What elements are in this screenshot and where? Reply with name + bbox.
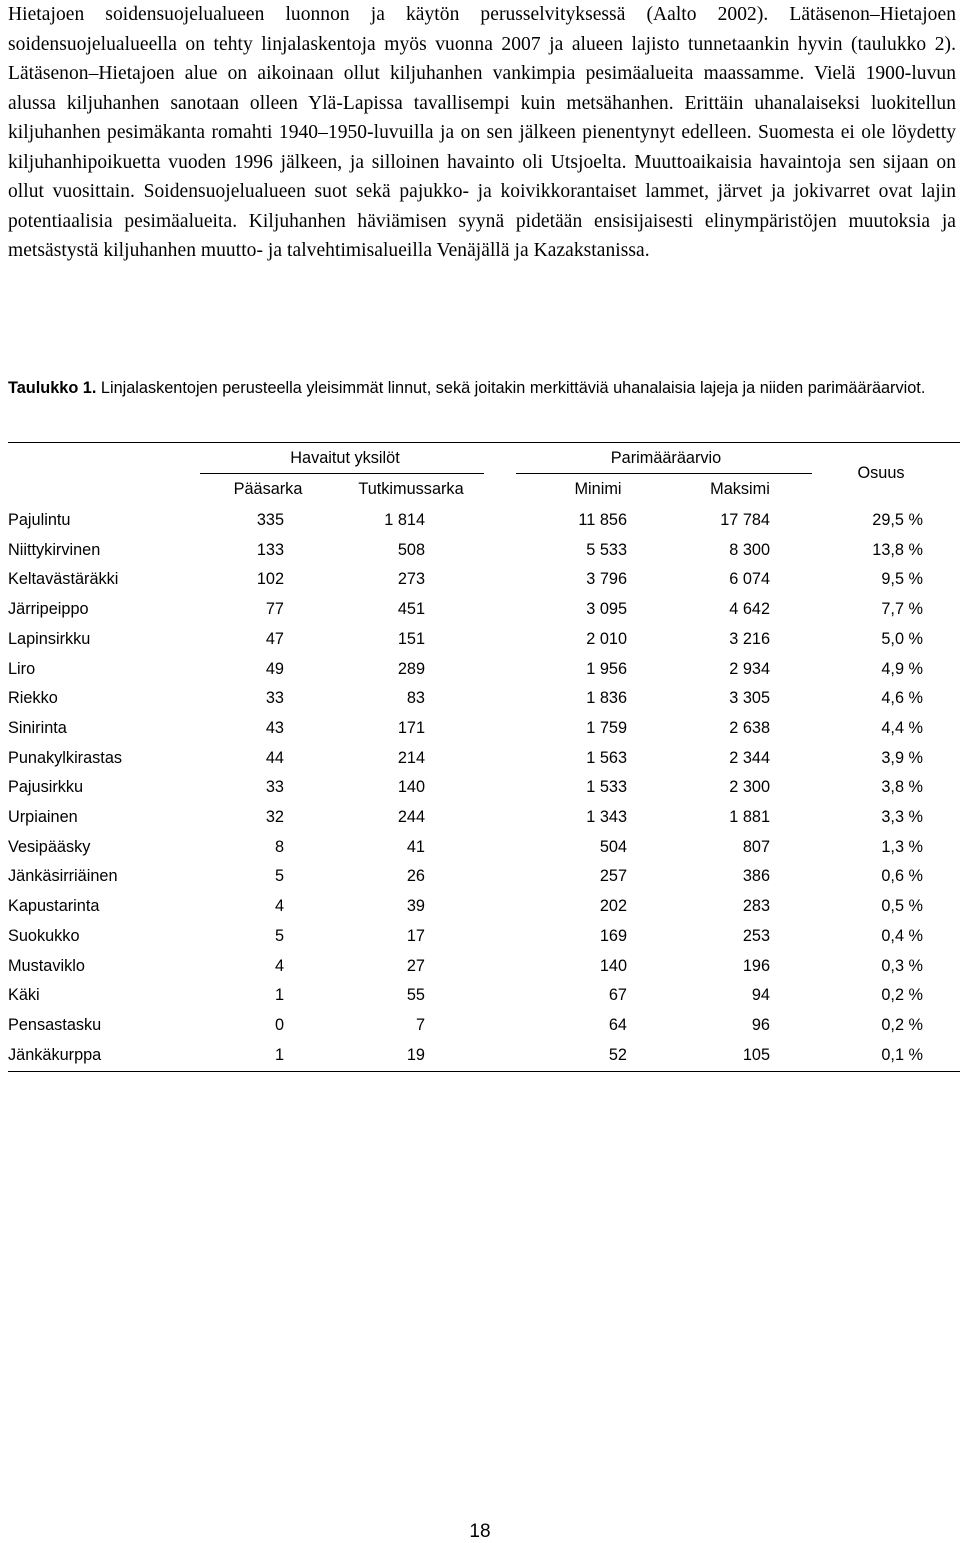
cell-main: 33: [265, 689, 284, 708]
cell-share: 29,5 %: [872, 511, 923, 529]
document-page: [8, 0, 956, 1064]
table-top-rule: [8, 442, 960, 443]
cell-research: 27: [406, 956, 425, 975]
cell-share: 3,9 %: [881, 748, 923, 767]
cell-share: 4,6 %: [881, 689, 923, 708]
cell-research: 140: [397, 778, 425, 797]
cell-share: 0,4 %: [881, 926, 923, 945]
table-caption-text: Linjalaskentojen perusteella yleisimmät linnut, sekä joitakin merkittäviä uhanalaisia lajeja ja niiden parimääräarviot.: [96, 379, 926, 397]
cell-min: 140: [599, 956, 627, 975]
cell-main: 102: [256, 570, 284, 589]
cell-min: 1 343: [586, 808, 627, 826]
cell-main: 1: [274, 986, 284, 1005]
cell-max: 196: [742, 956, 770, 975]
cell-species: Punakylkirastas: [8, 748, 123, 767]
page-number: 18: [469, 1521, 491, 1542]
cell-species: Suokukko: [8, 926, 80, 945]
cell-share: 9,5 %: [881, 570, 923, 589]
cell-species: Sinirinta: [8, 718, 67, 737]
table-bottom-rule: [8, 1071, 960, 1072]
cell-max: 6 074: [729, 570, 770, 589]
cell-max: 807: [742, 837, 770, 856]
cell-species: Käki: [8, 986, 40, 1005]
cell-species: Niittykirvinen: [8, 540, 101, 559]
cell-min: 11 856: [578, 511, 627, 529]
cell-share: 3,8 %: [881, 778, 923, 797]
body-paragraph: Hietajoen soidensuojelualueen luonnon ja käytön perusselvityksessä (Aalto 2002). Lätäsenon–Hietajoen soidensuojelualueella on tehty linjalaskentoja myös vuonna 2007 ja alueen lajisto tunnetaankin hyvin (taulukko 2). Lätäsenon–Hietajoen alue on aikoinaan ollut kiljuhanhen vankimpia pesimäalueita maassamme. Vielä 1900-luvun alussa kiljuhanhen sanotaan olleen Ylä-Lapissa tavallisempi kuin metsähanhen. Erittäin uhanalaiseksi luokitellun kiljuhanhen pesimäkanta romahti 1940–1950-luvuilla ja on sen jälkeen pienentynyt edelleen. Suomesta ei ole löydetty kiljuhanhipoikuetta vuoden 1996 jälkeen, ja silloinen havainto oli Utsjoelta. Muuttoaikaisia havaintoja sen sijaan on ollut vuosittain. Soidensuojelualueen suot sekä pajukko- ja koivikkorantaiset lammet, järvet ja jokivarret ovat lajin potentiaalisia pesimäalueita. Kiljuhanhen häviämisen syynä pidetään ensisijaisesti elinympäristöjen muutoksia ja metsästystä kiljuhanhen muutto- ja talvehtimisalueilla Venäjällä ja Kazakstanissa.: [8, 4, 956, 261]
cell-share: 0,2 %: [881, 986, 923, 1005]
cell-species: Vesipääsky: [8, 837, 91, 856]
cell-max: 386: [742, 867, 770, 886]
cell-research: 289: [397, 659, 425, 678]
header-min: Minimi: [574, 480, 622, 498]
cell-species: Jänkäkurppa: [8, 1045, 102, 1064]
cell-share: 3,3 %: [881, 808, 923, 826]
cell-max: 3 216: [729, 629, 770, 648]
cell-research: 39: [406, 897, 425, 916]
cell-min: 169: [599, 926, 627, 945]
cell-share: 0,6 %: [881, 867, 923, 886]
cell-research: 17: [406, 926, 425, 945]
cell-share: 5,0 %: [881, 629, 923, 648]
cell-main: 335: [256, 511, 284, 529]
cell-species: Järripeippo: [8, 600, 89, 619]
cell-min: 202: [599, 897, 627, 916]
cell-share: 1,3 %: [881, 837, 923, 856]
cell-species: Liro: [8, 659, 36, 678]
cell-research: 451: [397, 600, 425, 619]
cell-main: 0: [274, 1015, 284, 1034]
header-max: Maksimi: [710, 480, 770, 498]
cell-min: 52: [608, 1045, 627, 1064]
cell-main: 133: [256, 540, 284, 559]
cell-research: 1 814: [384, 511, 425, 529]
cell-research: 244: [397, 808, 425, 826]
cell-max: 253: [742, 926, 770, 945]
cell-research: 41: [406, 837, 425, 856]
cell-research: 151: [397, 629, 425, 648]
cell-share: 0,1 %: [881, 1045, 923, 1064]
cell-research: 273: [397, 570, 425, 589]
cell-max: 3 305: [729, 689, 770, 708]
cell-max: 105: [742, 1045, 770, 1064]
cell-max: 2 638: [729, 718, 770, 737]
cell-main: 32: [265, 808, 284, 826]
cell-min: 1 759: [586, 718, 627, 737]
cell-share: 0,3 %: [881, 956, 923, 975]
cell-main: 33: [265, 778, 284, 797]
header-main: Pääsarka: [233, 480, 303, 498]
cell-share: 4,9 %: [881, 659, 923, 678]
cell-share: 7,7 %: [881, 600, 923, 619]
header-research: Tutkimussarka: [358, 480, 464, 498]
cell-min: 1 956: [586, 659, 627, 678]
cell-research: 83: [406, 689, 425, 708]
cell-share: 13,8 %: [872, 540, 923, 559]
cell-max: 96: [751, 1015, 770, 1034]
cell-species: Jänkäsirriäinen: [8, 867, 118, 886]
cell-main: 47: [265, 629, 284, 648]
cell-max: 2 934: [729, 659, 770, 678]
header-observed-group: Havaitut yksilöt: [290, 449, 400, 467]
cell-research: 171: [397, 718, 425, 737]
cell-species: Riekko: [8, 689, 58, 708]
header-share: Osuus: [857, 464, 905, 482]
cell-research: 26: [406, 867, 425, 886]
cell-main: 77: [265, 600, 284, 619]
cell-species: Pajusirkku: [8, 778, 84, 797]
table-caption-label: Taulukko 1.: [8, 379, 97, 397]
cell-main: 43: [265, 718, 284, 737]
header-observed-rule: [200, 473, 484, 474]
cell-species: Urpiainen: [8, 808, 78, 826]
cell-species: Mustaviklo: [8, 956, 85, 975]
cell-main: 49: [265, 659, 284, 678]
cell-species: Pajulintu: [8, 511, 71, 529]
cell-main: 5: [274, 926, 284, 945]
cell-max: 1 881: [729, 808, 770, 826]
cell-research: 214: [397, 748, 425, 767]
cell-main: 44: [265, 748, 284, 767]
cell-min: 504: [599, 837, 627, 856]
cell-main: 1: [274, 1045, 284, 1064]
cell-share: 0,2 %: [881, 1015, 923, 1034]
cell-share: 4,4 %: [881, 718, 923, 737]
cell-min: 64: [608, 1015, 627, 1034]
cell-max: 2 344: [729, 748, 770, 767]
cell-main: 4: [274, 956, 284, 975]
cell-min: 1 836: [586, 689, 627, 708]
table-caption: [8, 377, 956, 399]
cell-main: 4: [274, 897, 284, 916]
cell-min: 257: [599, 867, 627, 886]
cell-share: 0,5 %: [881, 897, 923, 916]
cell-max: 2 300: [729, 778, 770, 797]
header-estimate-rule: [516, 473, 812, 474]
cell-min: 1 533: [586, 778, 627, 797]
cell-species: Keltavästäräkki: [8, 570, 119, 589]
cell-main: 8: [274, 837, 284, 856]
cell-species: Lapinsirkku: [8, 629, 91, 648]
cell-max: 8 300: [729, 540, 770, 559]
cell-max: 4 642: [729, 600, 770, 619]
cell-species: Kapustarinta: [8, 897, 100, 916]
cell-research: 7: [415, 1015, 425, 1034]
cell-min: 1 563: [586, 748, 627, 767]
cell-max: 283: [742, 897, 770, 916]
header-estimate-group: Parimääräarvio: [610, 449, 722, 467]
cell-min: 2 010: [586, 629, 627, 648]
cell-max: 17 784: [720, 511, 770, 529]
cell-research: 55: [406, 986, 425, 1005]
cell-min: 5 533: [586, 540, 627, 559]
cell-research: 508: [397, 540, 425, 559]
cell-species: Pensastasku: [8, 1015, 102, 1034]
cell-main: 5: [274, 867, 284, 886]
cell-max: 94: [751, 986, 770, 1005]
cell-min: 3 796: [586, 570, 627, 589]
cell-research: 19: [406, 1045, 425, 1064]
cell-min: 3 095: [586, 600, 627, 619]
cell-min: 67: [608, 986, 627, 1005]
